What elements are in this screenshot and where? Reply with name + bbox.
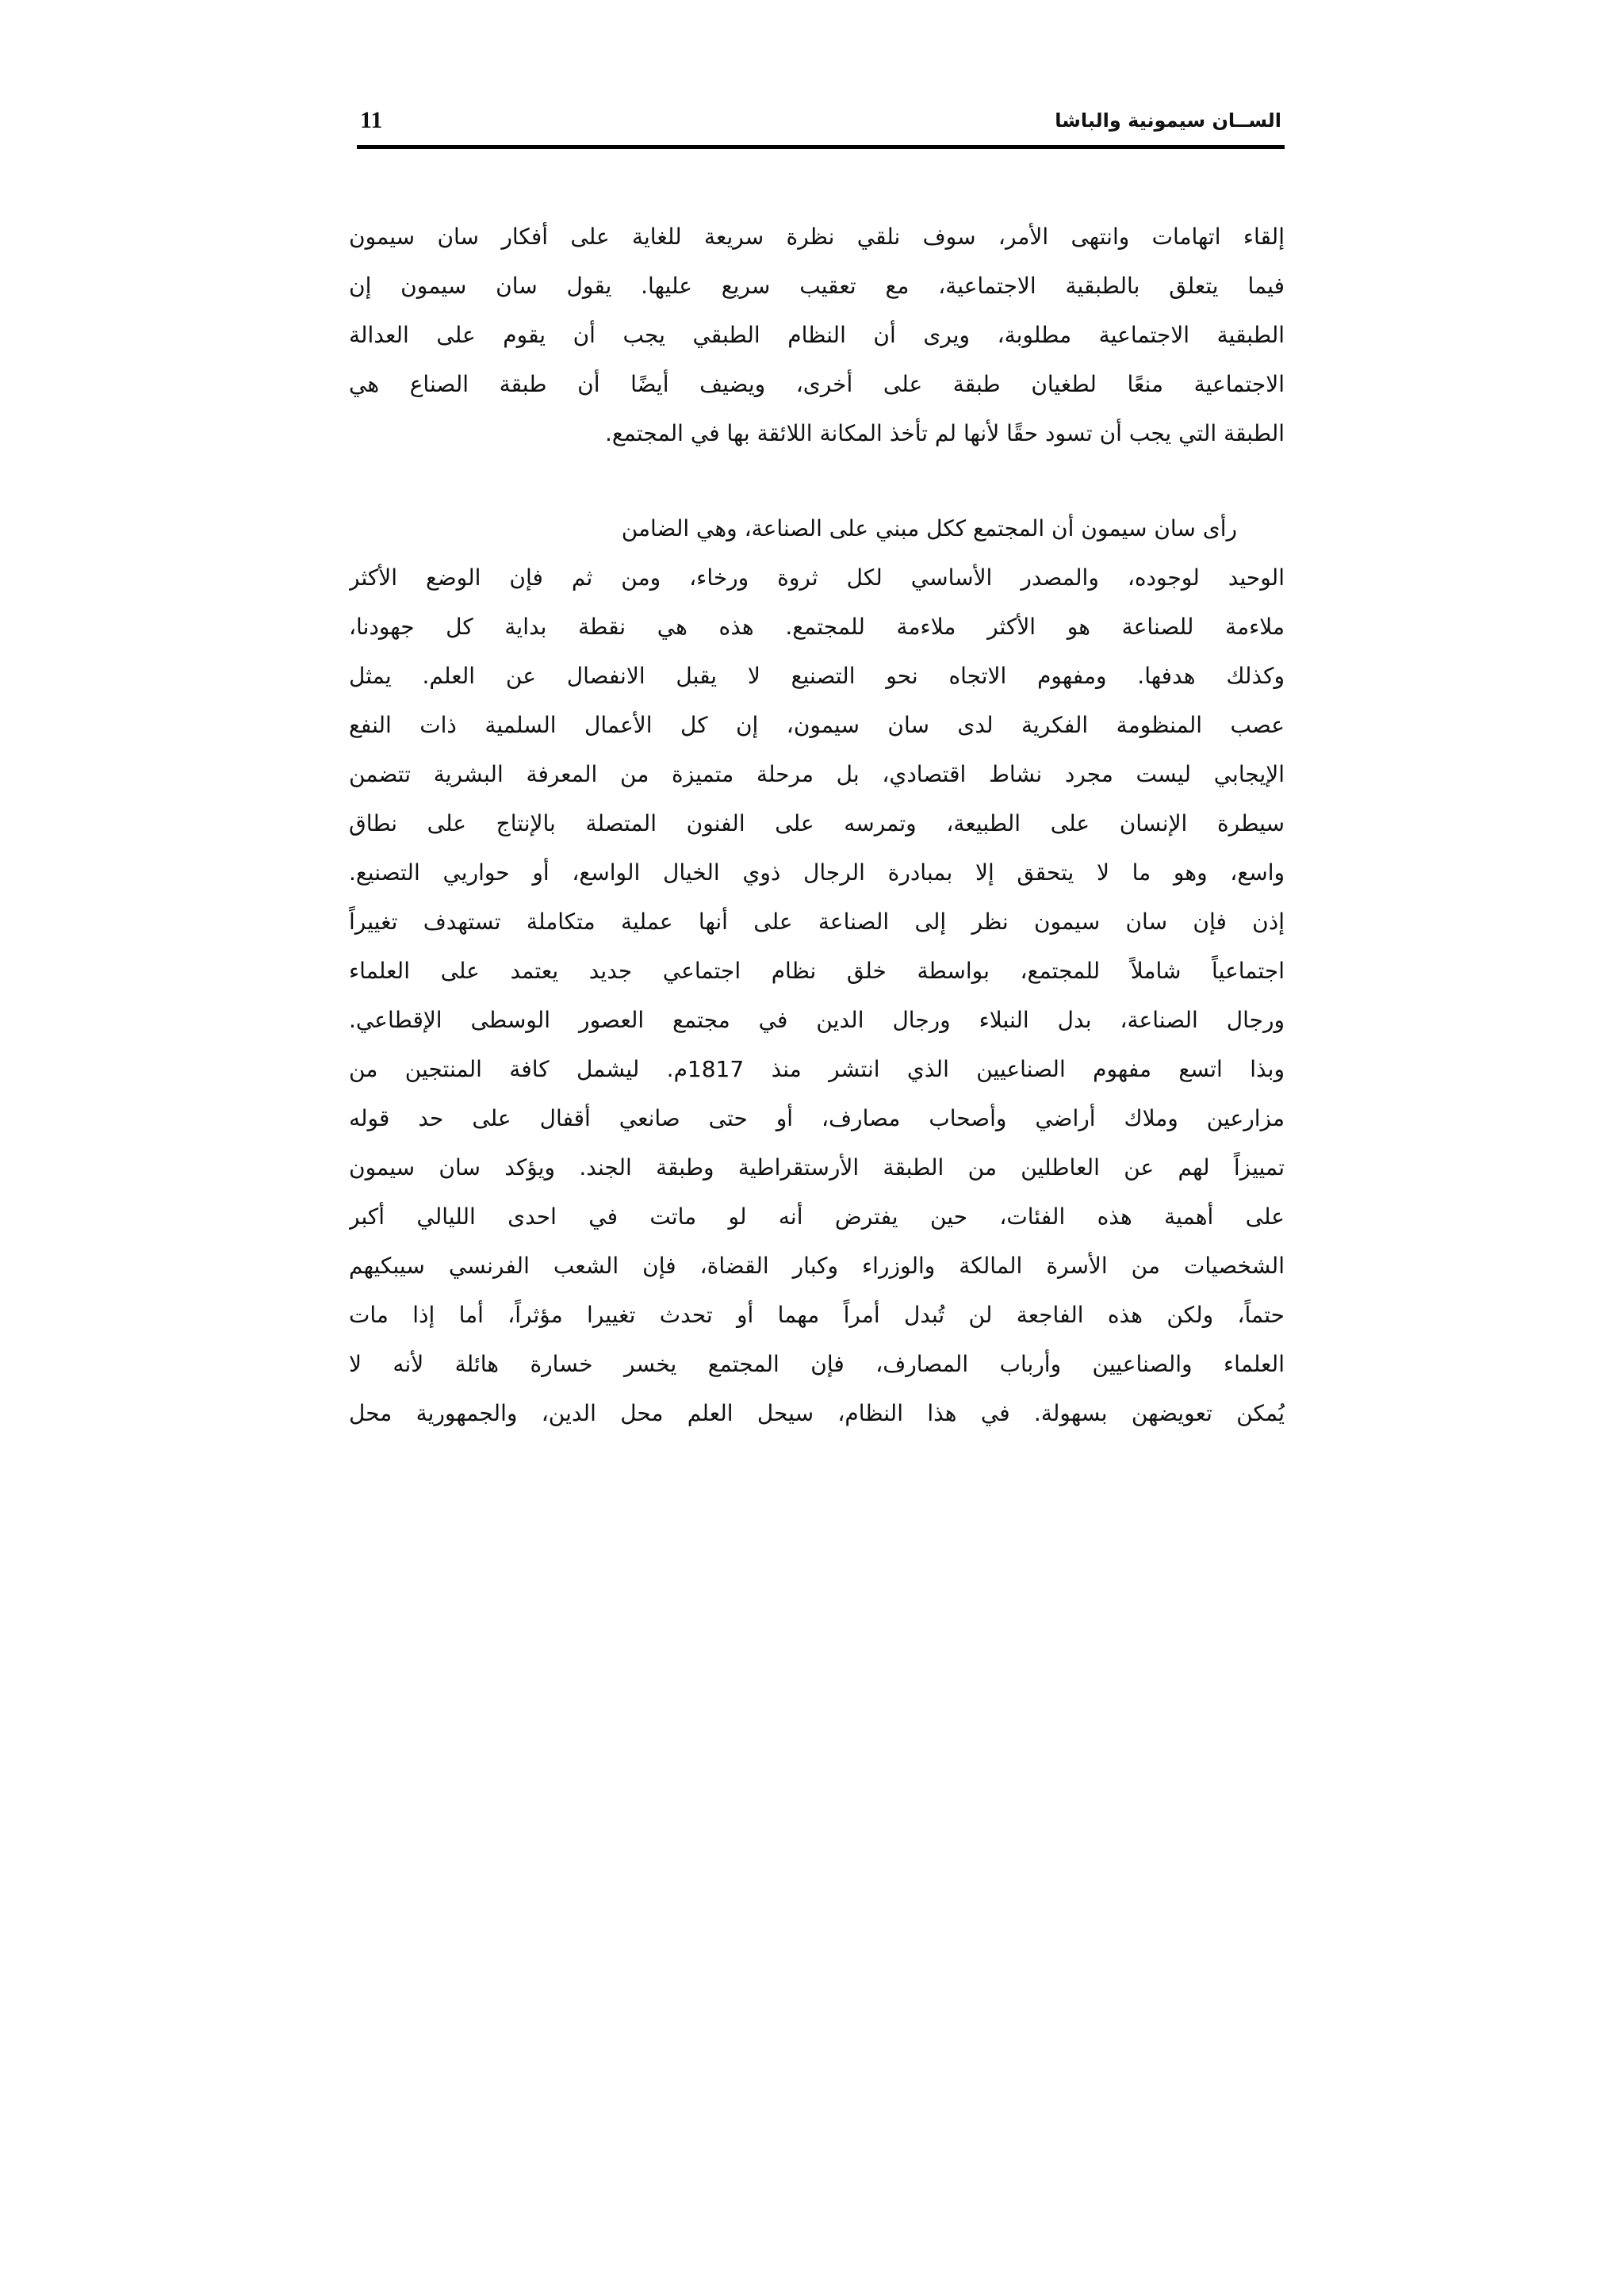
text-line: الشخصيات من الأسرة المالكة والوزراء وكبار القضاة، فإن الشعب الفرنسي سيبكيهم (349, 1253, 1285, 1279)
running-header (357, 95, 1285, 151)
text-line: سيطرة الإنسان على الطبيعة، وتمرسه على الفنون المتصلة بالإنتاج على نطاق (349, 810, 1285, 836)
paragraph-intro (349, 212, 1285, 458)
text-line: عصب المنظومة الفكرية لدى سان سيمون، إن كل الأعمال السلمية ذات النفع (349, 712, 1285, 738)
text-line: الاجتماعية منعًا لطغيان طبقة على أخرى، ويضيف أيضًا أن طبقة الصناع هي (349, 371, 1285, 397)
text-line: ملاءمة للصناعة هو الأكثر ملاءمة للمجتمع. هذه هي نقطة بداية كل جهودنا، (349, 614, 1285, 640)
text-line: إذن فإن سان سيمون نظر إلى الصناعة على أنها عملية متكاملة تستهدف تغييراً (349, 909, 1285, 935)
text-line: إلقاء اتهامات وانتهى الأمر، سوف نلقي نظرة سريعة للغاية على أفكار سان سيمون (349, 224, 1285, 250)
text-line: فيما يتعلق بالطبقية الاجتماعية، مع تعقيب سريع عليها. يقول سان سيمون إن (349, 273, 1285, 299)
text-line: تمييزاً لهم عن العاطلين من الطبقة الأرستقراطية وطبقة الجند. ويؤكد سان سيمون (349, 1154, 1285, 1181)
body-text (349, 212, 1285, 1438)
text-line: ورجال الصناعة، بدل النبلاء ورجال الدين في مجتمع العصور الوسطى الإقطاعي. (349, 1007, 1285, 1033)
text-line: واسع، وهو ما لا يتحقق إلا بمبادرة الرجال ذوي الخيال الواسع، أو حواريي التصنيع. (349, 859, 1285, 886)
text-line: يُمكن تعويضهن بسهولة. في هذا النظام، سيحل العلم محل الدين، والجمهورية محل (349, 1400, 1285, 1426)
text-line: وبذا اتسع مفهوم الصناعيين الذي انتشر منذ 1817م. ليشمل كافة المنتجين من (349, 1056, 1285, 1082)
text-line: مزارعين وملاك أراضي وأصحاب مصارف، أو حتى صانعي أقفال على حد قوله (349, 1105, 1285, 1131)
text-line: على أهمية هذه الفئات، حين يفترض أنه لو ماتت في احدى الليالي أكبر (349, 1203, 1285, 1230)
text-line: الطبقة التي يجب أن تسود حقًا لأنها لم تأخذ المكانة اللائقة بها في المجتمع. (604, 420, 1285, 446)
paragraph-industry (349, 504, 1285, 1438)
text-line: وكذلك هدفها. ومفهوم الاتجاه نحو التصنيع لا يقبل الانفصال عن العلم. يمثل (349, 663, 1285, 689)
text-line: اجتماعياً شاملاً للمجتمع، بواسطة خلق نظام اجتماعي جديد يعتمد على العلماء (349, 958, 1285, 984)
text-line: رأى سان سيمون أن المجتمع ككل مبني على الصناعة، وهي الضامن (621, 515, 1237, 541)
text-line: العلماء والصناعيين وأرباب المصارف، فإن المجتمع يخسر خسارة هائلة لأنه لا (349, 1351, 1285, 1377)
text-line: الطبقية الاجتماعية مطلوبة، ويرى أن النظام الطبقي يجب أن يقوم على العدالة (349, 322, 1285, 348)
text-line: حتماً، ولكن هذه الفاجعة لن تُبدل أمراً مهما أو تحدث تغييرا مؤثراً، أما إذا مات (349, 1302, 1285, 1328)
paragraph-spacer (349, 458, 1285, 504)
text-line: الإيجابي ليست مجرد نشاط اقتصادي، بل مرحلة متميزة من المعرفة البشرية تتضمن (349, 761, 1285, 787)
running-title: الســان سيموني‍ة والباشا (1055, 109, 1281, 132)
header-rule (357, 145, 1285, 149)
text-line: الوحيد لوجوده، والمصدر الأساسي لكل ثروة ورخاء، ومن ثم فإن الوضع الأكثر (349, 564, 1285, 591)
page-number: 11 (360, 107, 383, 133)
